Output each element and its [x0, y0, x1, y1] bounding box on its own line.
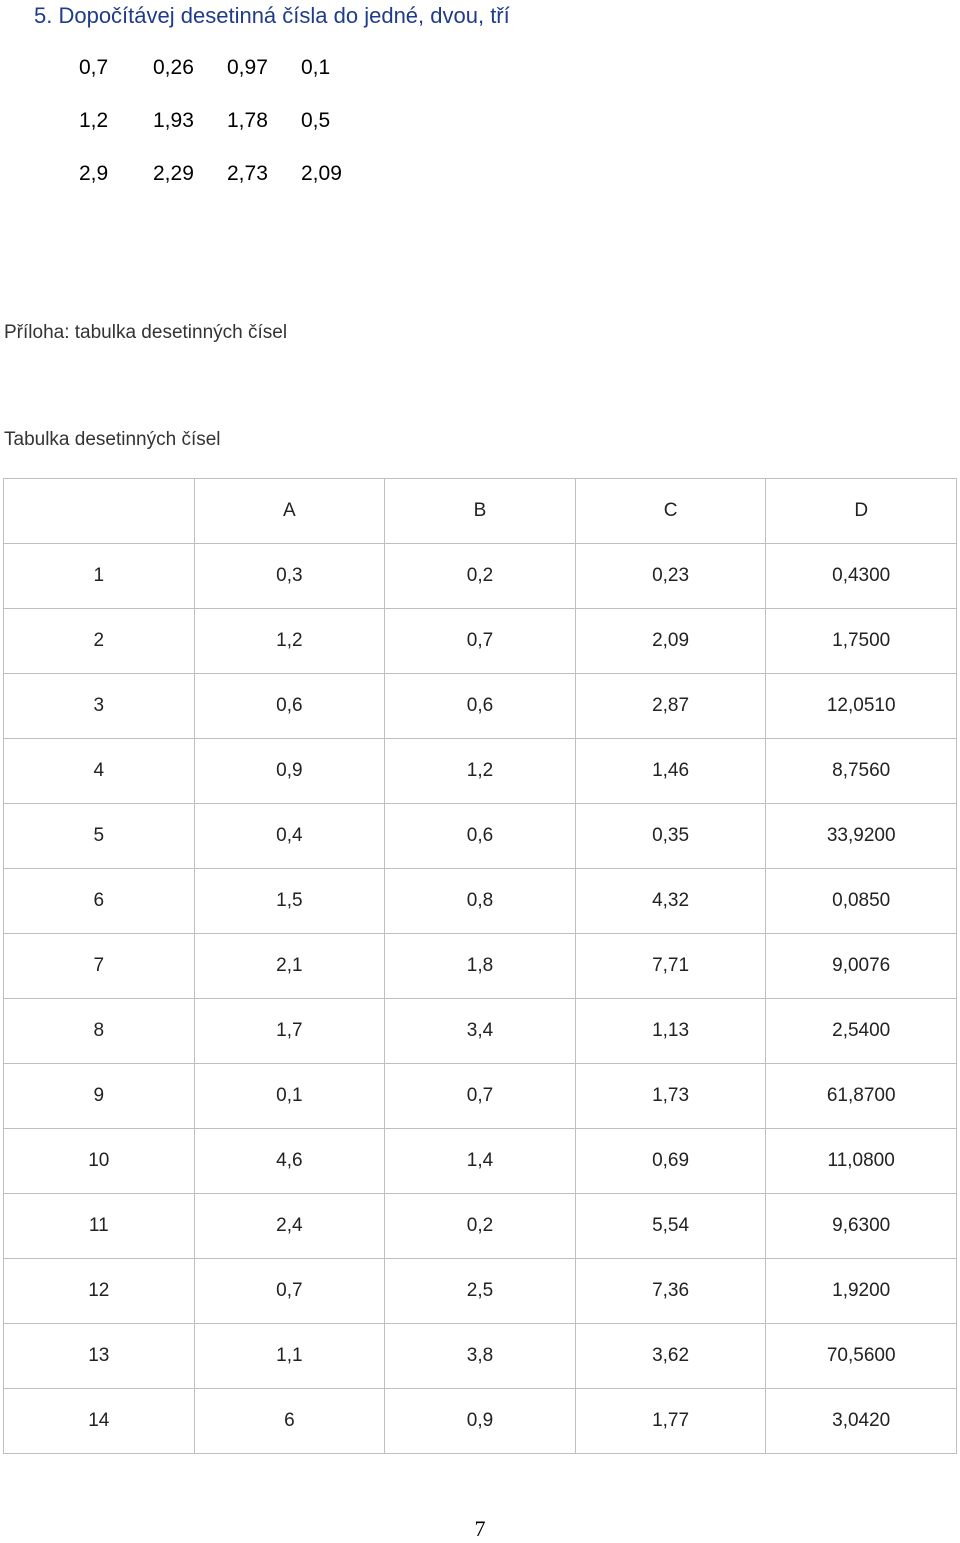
table-header-cell: B — [385, 479, 576, 544]
table-row — [4, 1064, 957, 1129]
number-cell: 1,78 — [227, 109, 268, 132]
table-cell: 2,5400 — [766, 999, 957, 1064]
table-cell: 0,6 — [385, 804, 576, 869]
table-cell: 2,1 — [194, 934, 385, 999]
table-row — [4, 1129, 957, 1194]
table-cell: 33,9200 — [766, 804, 957, 869]
table-cell: 7,36 — [575, 1259, 766, 1324]
table-cell: 4,32 — [575, 869, 766, 934]
table-cell: 0,6 — [385, 674, 576, 739]
table-cell: 0,35 — [575, 804, 766, 869]
table-cell: 8,7560 — [766, 739, 957, 804]
table-cell: 4,6 — [194, 1129, 385, 1194]
table-cell: 5,54 — [575, 1194, 766, 1259]
table-cell: 0,4300 — [766, 544, 957, 609]
table-header-cell: D — [766, 479, 957, 544]
table-header-row — [4, 479, 957, 544]
number-cell: 2,09 — [301, 162, 342, 185]
table-cell: 9 — [4, 1064, 195, 1129]
table-cell: 4 — [4, 739, 195, 804]
table-cell: 1,46 — [575, 739, 766, 804]
table-cell: 0,4 — [194, 804, 385, 869]
table-cell: 1,9200 — [766, 1259, 957, 1324]
table-cell: 0,6 — [194, 674, 385, 739]
page-number: 7 — [474, 1516, 486, 1541]
table-cell: 0,23 — [575, 544, 766, 609]
table-cell: 14 — [4, 1389, 195, 1454]
table-cell: 3,0420 — [766, 1389, 957, 1454]
number-cell: 1,2 — [79, 109, 109, 132]
table-cell: 1,77 — [575, 1389, 766, 1454]
number-cell: 2,9 — [79, 162, 109, 185]
decimal-table — [3, 478, 957, 1454]
table-cell: 2,09 — [575, 609, 766, 674]
table-cell: 7 — [4, 934, 195, 999]
number-cell: 2,73 — [227, 162, 268, 185]
appendix-label: Příloha: tabulka desetinných čísel — [4, 322, 288, 343]
table-cell: 1,7 — [194, 999, 385, 1064]
table-row — [4, 1389, 957, 1454]
table-cell: 0,1 — [194, 1064, 385, 1129]
table-cell: 13 — [4, 1324, 195, 1389]
number-cell: 0,5 — [301, 109, 331, 132]
table-cell: 12,0510 — [766, 674, 957, 739]
table-cell: 0,2 — [385, 544, 576, 609]
table-cell: 11,0800 — [766, 1129, 957, 1194]
table-cell: 1,8 — [385, 934, 576, 999]
table-cell: 0,69 — [575, 1129, 766, 1194]
table-cell: 8 — [4, 999, 195, 1064]
table-cell: 70,5600 — [766, 1324, 957, 1389]
table-row — [4, 674, 957, 739]
table-cell: 1,1 — [194, 1324, 385, 1389]
table-header-cell — [4, 479, 195, 544]
table-cell: 1,7500 — [766, 609, 957, 674]
number-cell: 2,29 — [153, 162, 194, 185]
number-cell: 0,7 — [79, 56, 109, 79]
table-cell: 5 — [4, 804, 195, 869]
table-row — [4, 1194, 957, 1259]
table-cell: 0,9 — [194, 739, 385, 804]
table-cell: 6 — [194, 1389, 385, 1454]
table-cell: 11 — [4, 1194, 195, 1259]
number-cell: 0,1 — [301, 56, 331, 79]
table-cell: 2,87 — [575, 674, 766, 739]
table-row — [4, 544, 957, 609]
table-cell: 0,7 — [385, 609, 576, 674]
table-cell: 0,7 — [194, 1259, 385, 1324]
decimal-table-body — [4, 479, 957, 1454]
table-cell: 1,4 — [385, 1129, 576, 1194]
table-cell: 3 — [4, 674, 195, 739]
table-cell: 1 — [4, 544, 195, 609]
table-row — [4, 999, 957, 1064]
table-cell: 1,13 — [575, 999, 766, 1064]
table-cell: 10 — [4, 1129, 195, 1194]
table-caption: Tabulka desetinných čísel — [4, 429, 221, 450]
table-cell: 0,8 — [385, 869, 576, 934]
number-row-3 — [79, 160, 375, 188]
table-cell: 7,71 — [575, 934, 766, 999]
number-cell: 1,93 — [153, 109, 194, 132]
table-row — [4, 609, 957, 674]
task-title: 5. Dopočítávej desetinná čísla do jedné, dvou, tří — [34, 3, 510, 28]
table-cell: 3,4 — [385, 999, 576, 1064]
table-cell: 9,0076 — [766, 934, 957, 999]
table-header-cell: A — [194, 479, 385, 544]
table-cell: 0,2 — [385, 1194, 576, 1259]
number-cell: 0,97 — [227, 56, 268, 79]
number-cell: 0,26 — [153, 56, 194, 79]
table-cell: 0,7 — [385, 1064, 576, 1129]
table-cell: 0,9 — [385, 1389, 576, 1454]
table-cell: 1,5 — [194, 869, 385, 934]
table-row — [4, 804, 957, 869]
table-cell: 2 — [4, 609, 195, 674]
number-row-1 — [79, 54, 375, 82]
table-cell: 6 — [4, 869, 195, 934]
table-row — [4, 869, 957, 934]
table-cell: 0,3 — [194, 544, 385, 609]
table-cell: 2,4 — [194, 1194, 385, 1259]
table-header-cell: C — [575, 479, 766, 544]
number-row-2 — [79, 107, 375, 135]
table-row — [4, 1259, 957, 1324]
table-row — [4, 934, 957, 999]
table-cell: 9,6300 — [766, 1194, 957, 1259]
table-cell: 1,73 — [575, 1064, 766, 1129]
table-cell: 1,2 — [385, 739, 576, 804]
table-row — [4, 739, 957, 804]
table-cell: 0,0850 — [766, 869, 957, 934]
table-cell: 3,8 — [385, 1324, 576, 1389]
table-cell: 3,62 — [575, 1324, 766, 1389]
table-cell: 2,5 — [385, 1259, 576, 1324]
table-cell: 61,8700 — [766, 1064, 957, 1129]
table-cell: 12 — [4, 1259, 195, 1324]
table-cell: 1,2 — [194, 609, 385, 674]
table-row — [4, 1324, 957, 1389]
